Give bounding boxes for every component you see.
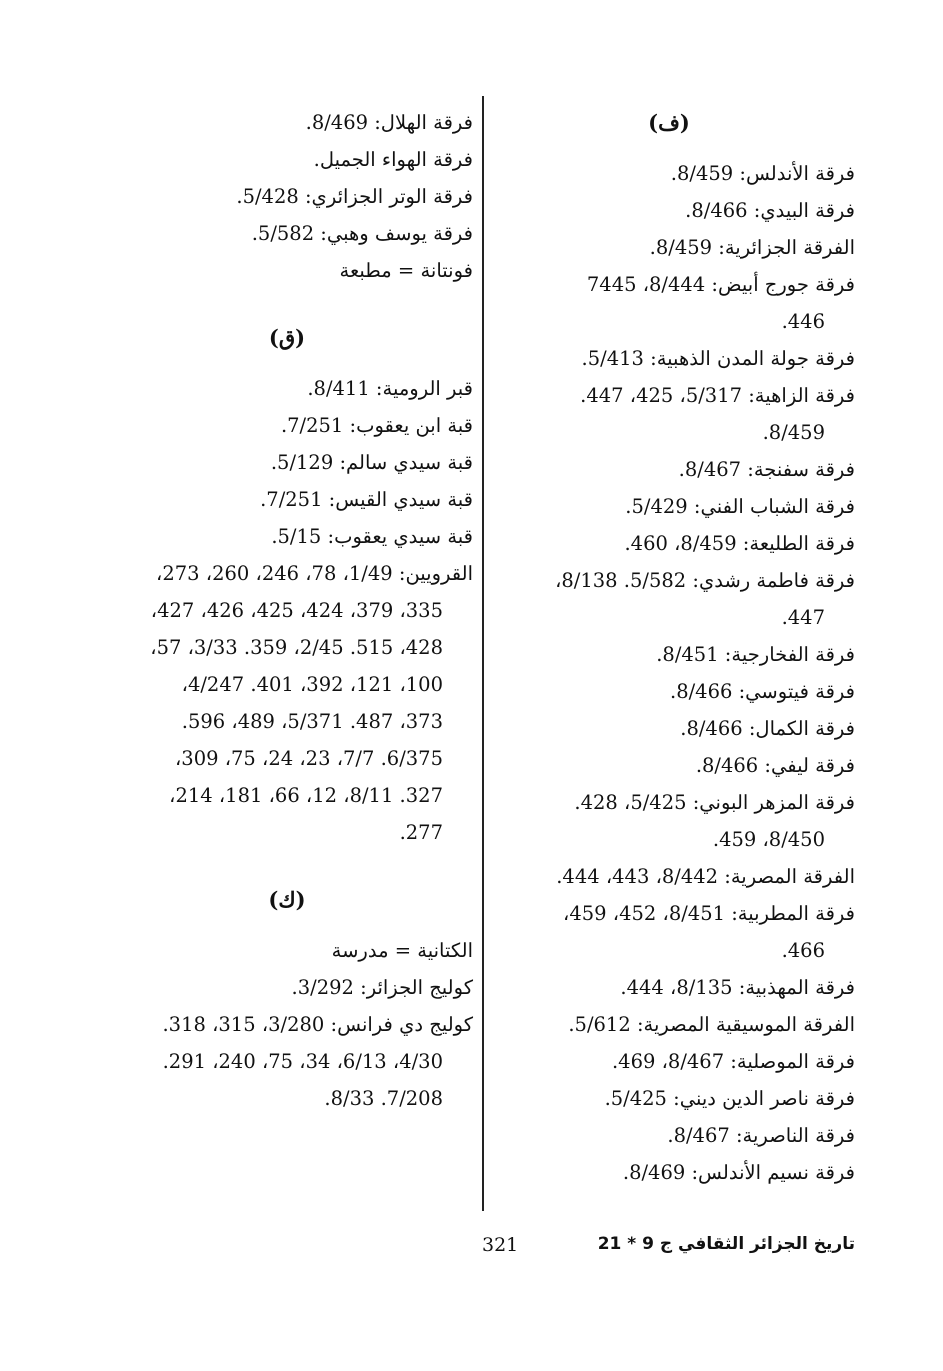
index-entry-continuation: 447. [781,606,825,629]
index-entry-continuation: 8/459. [762,421,825,444]
index-entry: فرقة الزاهية: 5/317، 425، 447. [580,384,855,407]
index-entry: فرقة ناصر الدين ديني: 5/425. [604,1087,855,1110]
index-entry-continuation: 4/30، 6/13، 34، 75، 240، 291. [162,1050,443,1073]
index-entry-continuation: 8/450، 459. [712,828,825,851]
index-entry: فرقة فيتوسي: 8/466. [670,680,855,703]
index-entry: فرقة المزهر البوني: 5/425، 428. [574,791,855,814]
index-entry-continuation: 446. [781,310,825,333]
index-entry: فرقة الهلال: 8/469. [305,111,473,134]
index-entry: قبر الرومية: 8/411. [307,377,473,400]
page-number: 321 [482,1234,519,1256]
index-entry: فرقة يوسف وهبي: 5/582. [251,222,473,245]
index-entry: فرقة ليفي: 8/466. [695,754,855,777]
index-entry-continuation: 327. 8/11، 12، 66، 181، 214، [169,784,443,807]
index-entry: فرقة سفنجة: 8/467. [678,458,855,481]
column-divider [482,96,484,1211]
index-entry-continuation: 100، 121، 392، 401. 4/247، [181,673,443,696]
index-entry: فرقة الفخارجية: 8/451. [656,643,855,666]
index-entry-continuation: 466. [781,939,825,962]
section-heading-fa: (ف) [648,110,690,135]
index-entry: فرقة الكمال: 8/466. [680,717,855,740]
index-entry-continuation: 373، 487. 5/371، 489، 596. [181,710,443,733]
index-entry: فرقة الأندلس: 8/459. [670,162,855,185]
index-entry: فرقة الناصرية: 8/467. [667,1124,855,1147]
index-entry: قبة سيدي سالم: 5/129. [270,451,473,474]
right-column [483,104,855,1191]
book-title: تاريخ الجزائر الثقافي ج 9 * 21 [597,1234,855,1254]
index-entry: فرقة الموصلية: 8/467، 469. [611,1050,855,1073]
index-entry: الفرقة الموسيقية المصرية: 5/612. [568,1013,855,1036]
index-entry: فرقة الشباب الفني: 5/429. [625,495,855,518]
left-column [101,104,473,1117]
right-entries [483,155,855,1191]
index-entry: فرقة البيدي: 8/466. [685,199,855,222]
index-entry: كوليج الجزائر: 3/292. [291,976,473,999]
index-entry: فرقة جورج أبيض: 8/444، 7445 [586,273,855,296]
index-entry-continuation: 6/375. 7/7، 23، 24، 75، 309، [174,747,443,770]
qaf-entries [101,370,473,851]
index-entry: فرقة الطليعة: 8/459، 460. [624,532,855,555]
index-entry: فونتانة = مطبعة [339,259,473,282]
index-entry-continuation: 7/208. 8/33. [324,1087,443,1110]
index-entry: فرقة المهذبية: 8/135، 444. [620,976,855,999]
index-entry-continuation: 335، 379، 424، 425، 426، 427، [150,599,443,622]
index-entry: قبة سيدي القيس: 7/251. [260,488,473,511]
page-footer [0,1234,943,1274]
index-entry: الفرقة المصرية: 8/442، 443، 444. [556,865,855,888]
index-entry: قبة ابن يعقوب: 7/251. [280,414,473,437]
index-entry-continuation: 277. [399,821,443,844]
fa-section-continued [101,104,473,289]
index-entry: الكتانية = مدرسة [331,939,473,962]
section-heading-kaf: (ك) [268,887,306,912]
kaf-entries [101,932,473,1117]
index-entry: فرقة المطربية: 8/451، 452، 459، [563,902,855,925]
index-entry: فرقة الهواء الجميل. [313,148,473,171]
section-heading-qaf: (ق) [268,325,306,350]
index-entry: قبة سيدي يعقوب: 5/15. [271,525,473,548]
index-entry: القرويين: 1/49، 78، 246، 260، 273، [156,562,473,585]
index-entry: فرقة فاطمة رشدي: 5/582. 8/138، [555,569,855,592]
index-entry: الفرقة الجزائرية: 8/459. [649,236,855,259]
index-entry: فرقة جولة المدن الذهبية: 5/413. [581,347,855,370]
index-entry: فرقة الوتر الجزائري: 5/428. [236,185,473,208]
index-entry: كوليج دي فرانس: 3/280، 315، 318. [162,1013,473,1036]
index-entry: فرقة نسيم الأندلس: 8/469. [622,1161,855,1184]
index-entry-continuation: 428، 515. 2/45، 359. 3/33، 57، [150,636,443,659]
